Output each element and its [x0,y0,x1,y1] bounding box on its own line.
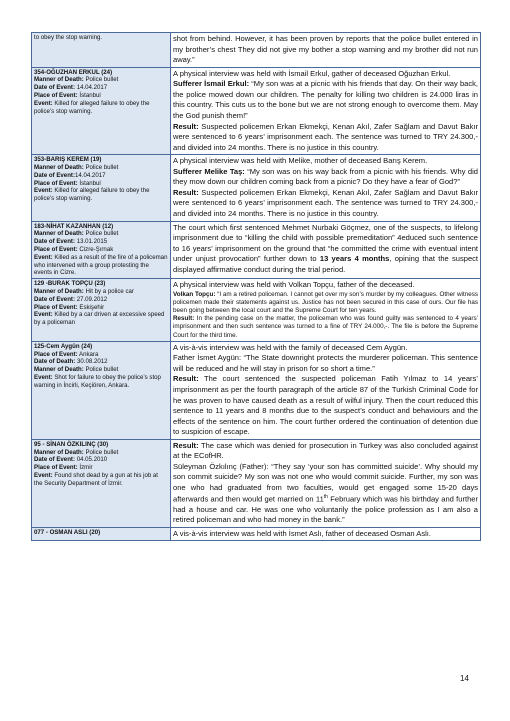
result-label: Result: [173,315,195,323]
paragraph: The court which first sentenced Mehmet Nurbaki Göçmez, one of the suspects, to lifelong imprisonment due to “killing the child with possible premeditation” 4educed such sentence to 16 years’ imprisonment on the ground that “he committed the crime with eventual intent under unjust provocation” further down to [173,222,478,264]
field-label: Date of Event: [34,238,75,246]
field-label: Event: [34,99,53,107]
field-label: Date of Event: [34,295,75,303]
field-value: 27.09.2012 [76,295,108,303]
result-text: Suspected policemen Erkan Ekmekçi, Kenan Akıl, Zafer Sağlam and Davut Bakır were sentenced to 6 years’ imprisonment each. The sentence was turned to TRY 24.300,- and divided into 24 months. There is no justice in this country. [173,121,478,152]
field-label: Date of Event: [34,171,75,179]
paragraph: A physical interview was held with İsmail Erkul, gather of deceased Oğuzhan Erkul. [173,68,451,78]
field-label: Date of Event: [34,84,75,92]
case-detail-cell [171,341,481,439]
field-value: Police bullet [85,76,119,84]
field-label: Place of Event: [34,92,78,100]
case-detail-cell [171,67,481,155]
field-label: Place of Event: [34,303,78,311]
field-value: Found shot dead by a gun at his job at the Security Department of İzmir. [34,471,158,487]
paragraph: February which was his birthday and further had a house and car. He was one who voluntarily the police profession as I am also a retired policeman and who had money in the bank.” [173,494,478,525]
result-label: Result: [173,374,199,384]
victim-name: 354-OĞUZHAN ERKUL (24) [34,68,113,76]
table-row [32,155,481,221]
table-row [32,341,481,439]
victim-name: 95 - SİNAN ÖZKILINÇ (30) [34,440,109,448]
field-value: Cizre-Şırnak [79,245,114,253]
result-label: Result: [173,187,199,197]
field-label: Event: [34,373,53,381]
paragraph: A physical interview was held with Melike, mother of deceased Barış Kerem. [173,156,428,166]
result-text: The court sentenced the suspected policeman Fatih Yılmaz to 14 years’ imprisonment as per the fourth paragraph of the article 87 of the Turkish Criminal Code for he was proven to have caused death as a result of wilful injury. Then the court reduced this sentence to 11 years and 8 months due to the suspect’s conduct and behaviours and the effects of the sentence on him. The court further ordered the continuation of detention due to suspicion of escape. [173,374,478,437]
table-row [32,439,481,527]
field-value: Killed by a car driven at excessive speed by a policeman [34,311,165,327]
result-label: Result: [173,440,199,450]
field-value: Eskişehir [79,303,105,311]
field-value: İstanbul [79,179,101,187]
result-label: Result: [173,121,199,131]
victim-name: 125-Cem Aygün (24) [34,342,93,350]
paragraph: Father İsmet Aygün: “The State downright protects the murderer policeman. This sentence will be reduced and he will stay in prison for so short a time.” [173,353,478,373]
table-row [32,527,481,541]
event-text: to obey the stop warning. [34,34,103,41]
field-label: Place of Event: [34,464,78,472]
table-row [32,279,481,342]
case-detail-cell [171,33,481,68]
field-label: Date of Death: [34,358,76,366]
sentence-emphasis: 13 years 4 months [319,254,390,264]
field-value: 13.01.2015 [76,238,108,246]
case-info-cell [32,341,171,439]
paragraph: A physical interview was held with Volkan Topçu, father of the deceased. [173,280,415,290]
field-label: Manner of Death: [34,448,84,456]
field-value: 14.04.2017 [76,84,108,92]
paragraph: A vis-à-vis interview was held with the family of deceased Cem Aygün. [173,342,408,352]
sufferer-statement: “My son was on his way back from a picnic with his friends. Why did they mow down our children coming back from a picnic? Do they have a fear of God?” [173,166,478,187]
field-value: 04.05.2010 [76,456,108,464]
field-label: Manner of Death: [34,163,84,171]
case-info-cell [32,279,171,342]
sufferer-label: Sufferer İsmail Erkul: [173,79,250,89]
field-value: Police bullet [85,163,119,171]
field-label: Event: [34,187,53,195]
field-label: Event: [34,471,53,479]
field-value: 14.04.2017 [74,171,106,179]
field-label: Event: [34,311,53,319]
case-info-cell [32,221,171,279]
case-detail-cell [171,439,481,527]
cases-table [31,32,481,541]
field-label: Manner of Death: [34,366,84,374]
field-value: Police bullet [85,366,119,374]
case-info-cell [32,67,171,155]
sufferer-label: Volkan Topçu: [173,290,216,298]
field-value: Shot for failure to obey the police’s stop warning in İncirli, Keçiören, Ankara. [34,373,161,389]
case-detail-cell [171,527,481,541]
case-info-cell [32,527,171,541]
field-value: 30.08.2012 [77,358,108,366]
field-value: Killed for alleged failure to obey the police’s stop warning. [34,99,150,115]
field-value: Hit by a police car [85,287,134,295]
field-value: Police bullet [85,448,119,456]
field-value: Killed for alleged failure to obey the police’s stop warning. [34,187,150,203]
sufferer-label: Sufferer Melike Taş: [173,166,245,176]
result-text: The case which was denied for prosecution in Turkey was also concluded against at the ECofHR. [173,440,479,461]
case-info-cell [32,155,171,221]
field-label: Place of Event: [34,179,78,187]
field-label: Place of Event: [34,245,78,253]
field-value: Police bullet [85,230,119,238]
result-text: Suspected policemen Erkan Ekmekçi, Kenan Akıl, Zafer Sağlam and Davut Bakır were sentenced to 6 years’ imprisonment each. The sentence was turned to TRY 24.300,- and divided into 24 months. There is no justice in this country. [173,187,478,218]
victim-name: 129 -BURAK TOPÇU (23) [34,280,106,288]
field-value: İstanbul [79,92,101,100]
table-row [32,221,481,279]
field-label: Manner of Death: [34,230,84,238]
paragraph: shot from behind. However, it has been proven by reports that the police bullet entered in my brother’s chest They did not give my bother a stop warning and my brother did not run away.” [173,34,478,65]
paragraph: A vis-à-vis interview was held with İsmet Aslı, father of deceased Osman Aslı. [173,528,431,538]
field-label: Manner of Death: [34,76,84,84]
victim-name: 183-NİHAT KAZANHAN (12) [34,222,114,230]
case-info-cell [32,439,171,527]
table-row [32,33,481,68]
sufferer-statement: “I am a retired policeman. I cannot get over my son’s murder by my colleagues. Other witness policemen made their statements against us. Justice has not been secured in this case of ours. Our file has been going between the local court and the Supreme Court for ten years. [173,290,479,315]
result-text: In the pending case on the matter, the policeman who was found guilty was sentenced to 4 years’ imprisonment and then such sentence was turned to a fine of TRY 24.000,-. The file is before the Supreme Court for the third time. [173,315,478,339]
victim-name: 353-BARIŞ KEREM (19) [34,156,102,164]
field-label: Date of Event: [34,456,75,464]
sufferer-statement: “My son was at a picnic with his friends that day. On their way back, the police mowed down our children. The penalty for killing two children is 24.000 liras in this country. This cuts us to the bone but we are not strong enough to overcome them. May the God punish them!” [173,79,478,120]
superscript: th [323,493,328,500]
victim-name: 077 - OSMAN ASLI (20) [34,528,101,536]
paragraph: , opining that the suspect displayed affirmative conduct during the trial period. [173,254,479,274]
field-value: Killed as a result of the fire of a policeman who intervened with a group protesting the events in Cizre. [34,253,168,277]
field-label: Event: [34,253,53,261]
case-detail-cell [171,279,481,342]
table-row [32,67,481,155]
case-detail-cell [171,221,481,279]
page-number: 14 [460,674,469,683]
field-value: Ankara [79,350,99,358]
field-label: Manner of Death: [34,287,84,295]
case-detail-cell [171,155,481,221]
paragraph: Süleyman Özkılınç (Father): “They say ‘your son has committed suicide’. Why should my son commit suicide? My son was not one who would commit suicide. Further, my son was one who had graduated from two faculties, would get engaged some 15-20 days afterwards and then would get married on 11 [173,461,478,504]
field-label: Place of Event: [34,350,78,358]
field-value: İzmir [79,464,93,472]
case-info-cell [32,33,171,68]
